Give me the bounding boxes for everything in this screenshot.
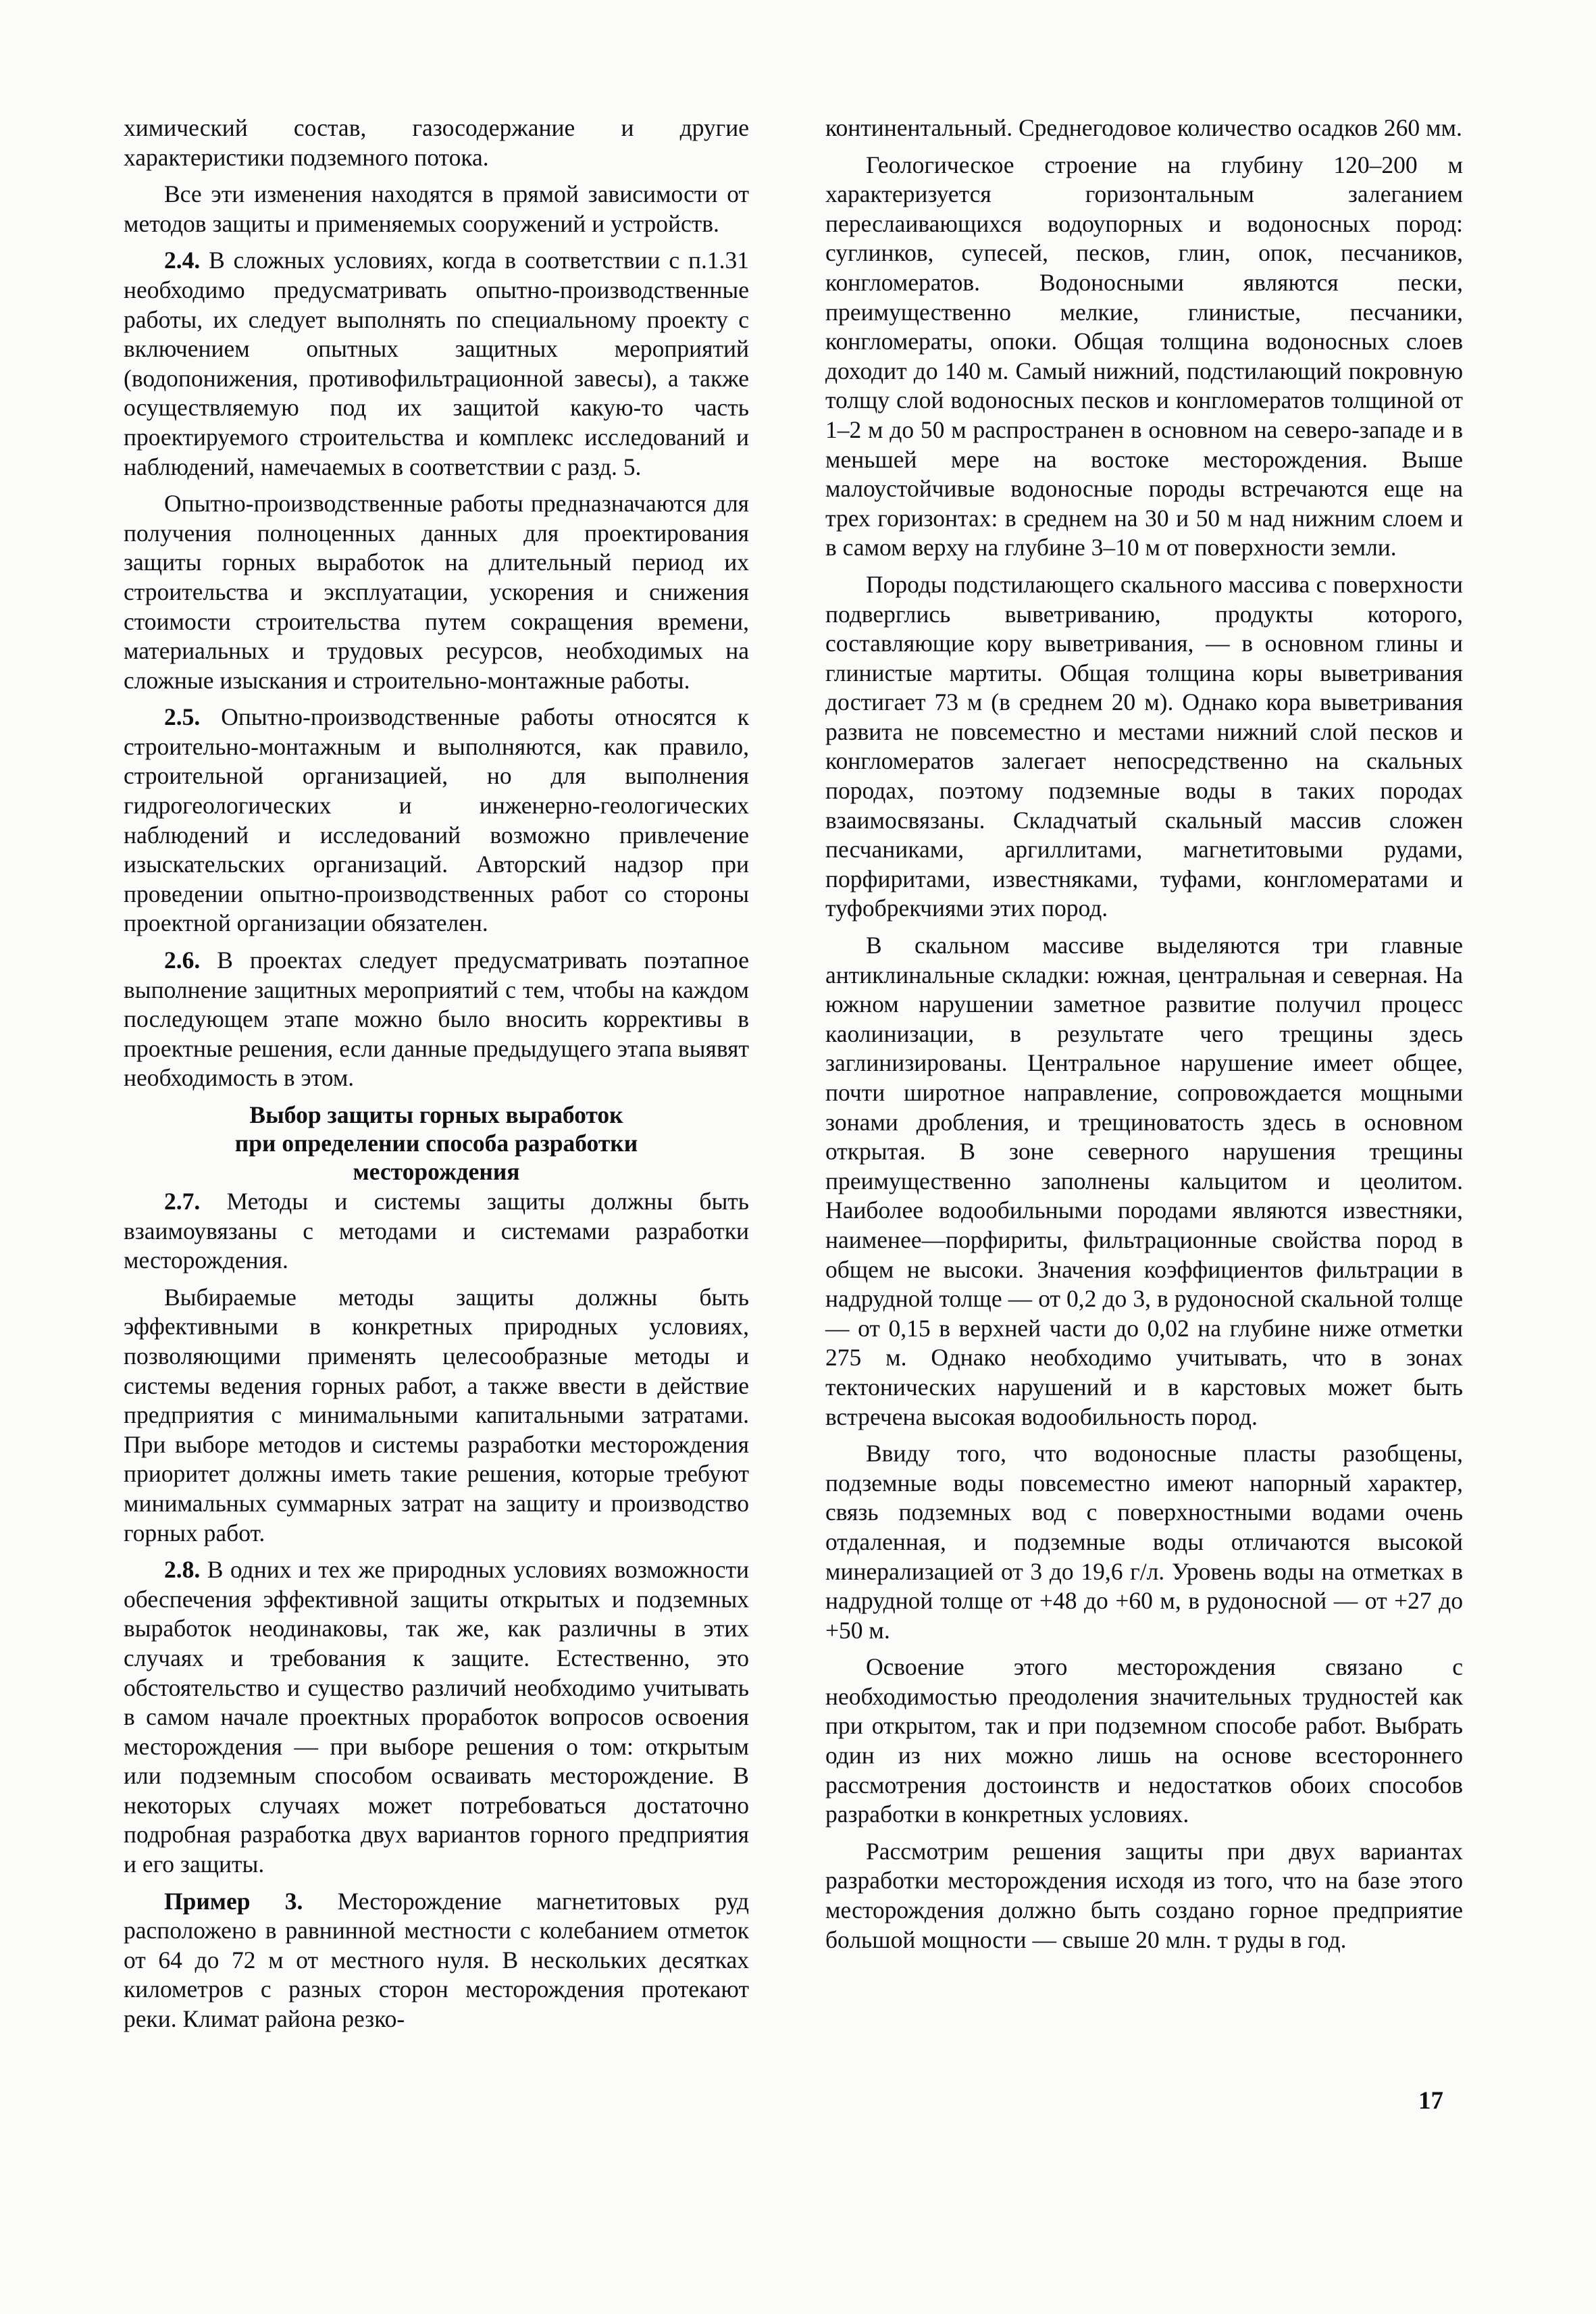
paragraph-2-6 [124, 946, 749, 1093]
example-label: Пример 3. [164, 1887, 303, 1915]
paragraph: химический состав, газосодержание и другие характеристики подземного потока. [124, 114, 749, 171]
clause-text: Методы и системы защиты должны быть взаимоувязаны с методами и системами разработки месторождения. [124, 1188, 749, 1274]
heading-line: при определении способа разработки [234, 1130, 638, 1157]
paragraph: Освоение этого месторождения связано с необходимостью преодоления значительных трудностей как при открытом, так и при подземном способе работ. Выбрать один из них можно лишь на основе всестороннего рассмотрения достоинств и недостатков обоих способов разработки в конкретных условиях. [825, 1653, 1463, 1828]
paragraph-2-7 [124, 1187, 749, 1276]
clause-text: В сложных условиях, когда в соответствии с п.1.31 необходимо предусматривать опытно-производственные работы, их следует выполнять по специальному проекту с включением опытных защитных мероприятий (водопонижения, противофильтрационной завесы), а также осуществляемую под их защитой какую-то часть проектируемого строительства и комплекс исследований и наблюдений, намечаемых в соответствии с разд. 5. [124, 247, 749, 480]
left-column [124, 114, 749, 2042]
paragraph: Геологическое строение на глубину 120–200 м характеризуется горизонтальным залеганием переслаивающихся водоупорных и водоносных пород: суглинков, супесей, песков, глин, опок, песчаников, конгломератов. Водоносными являются пески, преимущественно мелкие, глинистые, песчаники, конгломераты, опоки. Общая толщина водоносных слоев доходит до 140 м. Самый нижний, подстилающий покровную толщу слой водоносных песков и конгломератов толщиной от 1–2 м до 50 м распространен в основном на северо-западе и в меньшей мере на востоке месторождения. Выше малоустойчивые водоносные породы встречаются еще на трех горизонтах: в среднем на 30 и 50 м над нижним слоем и в самом верху на глубине 3–10 м от поверхности земли. [825, 151, 1463, 561]
example-text: Месторождение магнетитовых руд расположено в равнинной местности с колебанием отметок от 64 до 72 м от местного нуля. В нескольких десятках километров с разных сторон месторождения протекают реки. Климат района резко- [124, 1887, 749, 2033]
paragraph: Все эти изменения находятся в прямой зависимости от методов защиты и применяемых сооружений и устройств. [124, 180, 749, 237]
paragraph: Выбираемые методы защиты должны быть эффективными в конкретных природных условиях, позволяющими применять целесообразные методы и системы ведения горных работ, а также ввести в действие предприятия с минимальными капитальными затратами. При выборе методов и системы разработки месторождения приоритет должны иметь такие решения, которые требуют минимальных суммарных затрат на защиту и производство горных работ. [124, 1283, 749, 1546]
paragraph: Породы подстилающего скального массива с поверхности подверглись выветриванию, продукты которого, составляющие кору выветривания, — в основном глины и глинистые мартиты. Общая толщина коры выветривания достигает 73 м (в среднем 20 м). Однако кора выветривания развита не повсеместно и местами нижний слой песков и конгломератов залегает непосредственно на скальных породах, поэтому подземные воды в таких породах взаимосвязаны. Складчатый скальный массив сложен песчаниками, аргиллитами, магнетитовыми рудами, порфиритами, известняками, туфами, конгломератами и туфобрекчиями этих пород. [825, 570, 1463, 922]
clause-number: 2.4. [164, 247, 201, 274]
paragraph-2-8 [124, 1555, 749, 1880]
page-number: 17 [1418, 2087, 1443, 2115]
clause-text: В проектах следует предусматривать поэтапное выполнение защитных мероприятий с тем, чтобы на каждом последующем этапе можно было вносить коррективы в проектные решения, если данные предыдущего этапа выявят необходимость в этом. [124, 947, 749, 1092]
clause-number: 2.5. [164, 703, 201, 731]
clause-number: 2.8. [164, 1556, 201, 1584]
clause-number: 2.7. [164, 1188, 201, 1215]
paragraph: Ввиду того, что водоносные пласты разобщены, подземные воды повсеместно имеют напорный характер, связь подземных вод с поверхностными водами очень отдаленная, и подземные воды отличаются высокой минерализацией от 3 до 19,6 г/л. Уровень воды на отметках в надрудной толще от +48 до +60 м, в рудоносной — от +27 до +50 м. [825, 1440, 1463, 1644]
paragraph-2-5 [124, 703, 749, 938]
paragraph: Рассмотрим решения защиты при двух вариантах разработки месторождения исходя из того, что на базе этого месторождения должно быть создано горное предприятие большой мощности — свыше 20 млн. т руды в год. [825, 1837, 1463, 1953]
heading-line: месторождения [353, 1158, 520, 1185]
paragraph: В скальном массиве выделяются три главные антиклинальные складки: южная, центральная и северная. На южном нарушении заметное развитие получил процесс каолинизации, в результате чего трещины здесь заглинизированы. Центральное нарушение имеет общее, почти широтное направление, сопровождается мощными зонами дробления, и трещиноватость здесь в основном открытая. В зоне северного нарушения трещины преимущественно заполнены кальцитом и цеолитом. Наиболее водообильными породами являются известняки, наименее—порфириты, фильтрационные свойства пород в общем не высоки. Значения коэффициентов фильтрации в надрудной толще — от 0,2 до 3, в рудоносной скальной толще — от 0,15 в верхней части до 0,02 на глубине ниже отметки 275 м. Однако необходимо учитывать, что в зонах тектонических нарушений и в карстовых может быть встречена высокая водообильность пород. [825, 932, 1463, 1430]
heading-line: Выбор защиты горных выработок [249, 1101, 623, 1128]
paragraph-2-4 [124, 246, 749, 482]
paragraph: континентальный. Среднегодовое количество осадков 260 мм. [825, 114, 1462, 141]
clause-number: 2.6. [164, 947, 201, 974]
paragraph: Опытно-производственные работы предназначаются для получения полноценных данных для проектирования защиты горных выработок на длительный период их строительства и эксплуатации, ускорения и снижения стоимости строительства путем сокращения времени, материальных и трудовых ресурсов, необходимых на сложные изыскания и строительно-монтажные работы. [124, 490, 749, 694]
clause-text: Опытно-производственные работы относятся к строительно-монтажным и выполняются, как правило, строительной организацией, но для выполнения гидрогеологических и инженерно-геологических наблюдений и исследований возможно привлечение изыскательских организаций. Авторский надзор при проведении опытно-производственных работ со стороны проектной организации обязателен. [124, 703, 749, 937]
example-paragraph [124, 1887, 749, 2034]
right-column [825, 114, 1463, 1962]
section-heading [124, 1101, 749, 1186]
clause-text: В одних и тех же природных условиях возможности обеспечения эффективной защиты открытых и подземных выработок неодинаковы, так же, как различны в этих случаях и требования к защите. Естественно, это обстоятельство и существо различий необходимо учитывать в самом начале проектных проработок вопросов освоения месторождения — при выборе решения о том: открытым или подземным способом осваивать месторождение. В некоторых случаях может потребоваться достаточно подробная разработка двух вариантов горного предприятия и его защиты. [124, 1556, 749, 1878]
